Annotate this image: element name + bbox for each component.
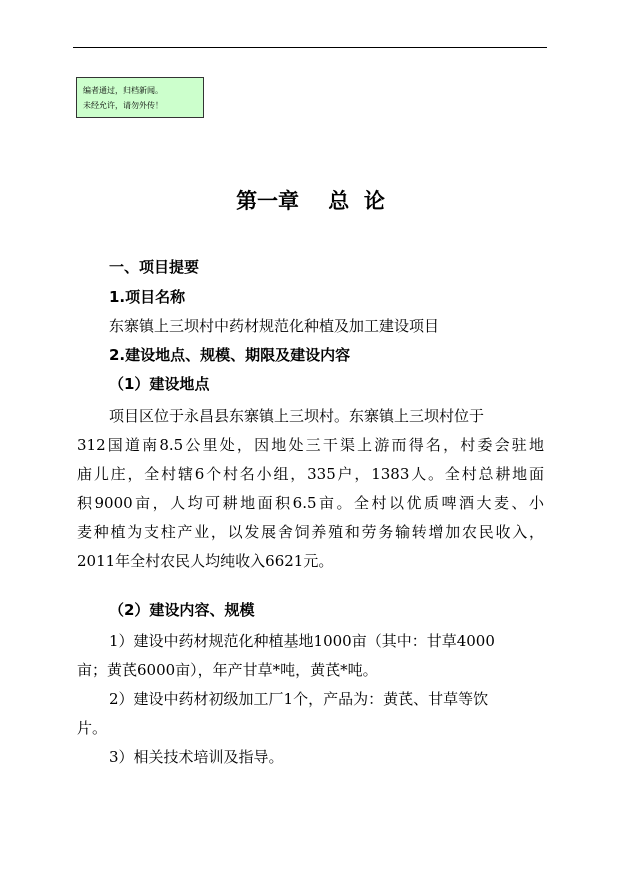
section-heading-project-summary: 一、项目提要 xyxy=(109,258,200,276)
location-line-5: 麦种植为支柱产业，以发展舍饲养殖和劳务输转增加农民收入， xyxy=(77,523,544,541)
location-line-1: 项目区位于永昌县东寨镇上三坝村。东寨镇上三坝村位于 xyxy=(109,407,485,425)
content-line-5: 3）相关技术培训及指导。 xyxy=(109,748,284,766)
content-line-1: 1）建设中药材规范化种植基地1000亩（其中：甘草4000 xyxy=(109,632,495,650)
header-rule xyxy=(73,47,547,48)
location-line-3: 庙儿庄，全村辖6个村名小组，335户，1383人。全村总耕地面 xyxy=(77,465,544,483)
location-line-2: 312国道南8.5公里处，因地处三干渠上游而得名，村委会驻地 xyxy=(77,436,544,454)
location-paragraph xyxy=(77,402,544,576)
content-line-3: 2）建设中药材初级加工厂1个，产品为：黄芪、甘草等饮 xyxy=(109,690,489,708)
content-paragraph xyxy=(77,627,544,772)
chapter-title: 第一章 总 论 xyxy=(236,188,385,213)
location-line-6: 2011年全村农民人均纯收入6621元。 xyxy=(77,552,334,570)
subheading-project-name: 1.项目名称 xyxy=(109,288,186,306)
notice-line-2: 未经允许，请勿外传！ xyxy=(83,101,163,110)
location-line-4: 积9000亩，人均可耕地面积6.5亩。全村以优质啤酒大麦、小 xyxy=(77,494,544,512)
content-line-2: 亩；黄芪6000亩），年产甘草*吨，黄芪*吨。 xyxy=(77,661,378,679)
content-line-4: 片。 xyxy=(77,719,108,737)
notice-stamp xyxy=(76,77,204,118)
notice-line-1: 编者通过，归档新闻。 xyxy=(83,86,163,95)
subheading-content-scale: （2）建设内容、规模 xyxy=(109,601,255,619)
project-name-text: 东寨镇上三坝村中药材规范化种植及加工建设项目 xyxy=(109,317,440,335)
subheading-location: （1）建设地点 xyxy=(109,375,210,393)
subheading-location-scale: 2.建设地点、规模、期限及建设内容 xyxy=(109,346,351,364)
